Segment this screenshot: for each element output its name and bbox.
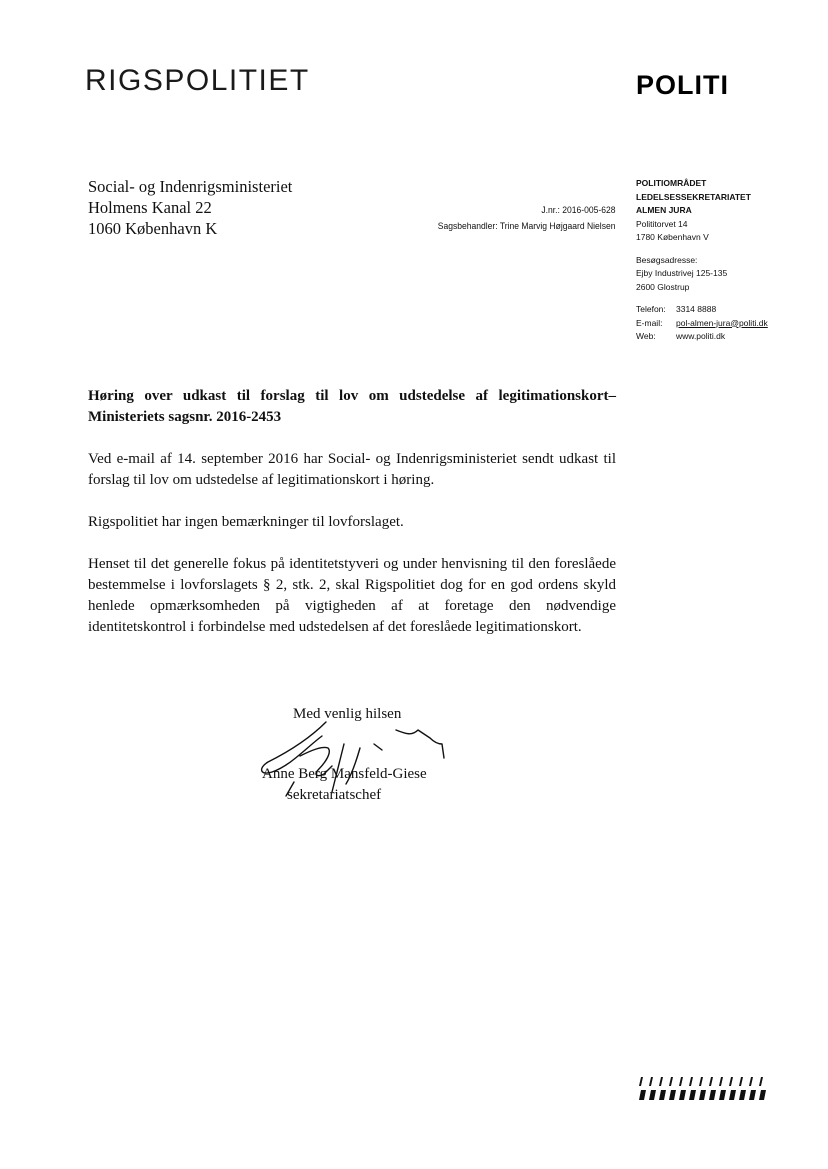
web-label: Web: [636, 331, 656, 341]
sender-info [636, 177, 768, 344]
recipient-line: Social- og Indenrigsministeriet [88, 177, 293, 196]
paragraph: Rigspolitiet har ingen bemærkninger til lovforslaget. [88, 514, 404, 530]
sender-street: Polititorvet 14 [636, 218, 688, 229]
sender-unit: ALMEN JURA [636, 205, 692, 215]
recipient-address [88, 176, 292, 239]
letter-body [88, 386, 616, 659]
signer-title: sekretariatschef [287, 787, 382, 803]
sender-city: 1780 København V [636, 232, 709, 242]
email-link[interactable]: pol-almen-jura@politi.dk [676, 317, 768, 328]
paragraph: Henset til det generelle fokus på identitetstyveri og under henvisning til den foreslåede bestemmelse i lovforslagets § 2, stk. 2, skal Rigspolitiet dog for en god ordens skyld henlede opmærksomheden på vigtigheden af at foretage den nødvendige identitetskontrol i forbindelse med udstedelsen af det foreslåede legitimationskort. [88, 556, 616, 635]
paragraph: Ved e-mail af 14. september 2016 har Social- og Indenrigsministeriet sendt udkast til forslag til lov om udstedelse af legitimationskort i høring. [88, 451, 616, 488]
case-references [437, 203, 615, 235]
phone-label: Telefon: [636, 304, 666, 314]
case-handler: Sagsbehandler: Trine Marvig Højgaard Nielsen [437, 221, 615, 232]
agency-name: RIGSPOLITIET [85, 64, 310, 97]
sender-unit: LEDELSESSEKRETARIATET [636, 191, 751, 202]
stripe-pattern-logo [638, 1076, 768, 1102]
politi-logo: POLITI [636, 70, 729, 100]
phone-row [636, 303, 768, 317]
visit-street: Ejby Industrivej 125-135 [636, 268, 728, 278]
letter-subject: Høring over udkast til forslag til lov om udstedelse af legitimationskort– Ministeriets sagsnr. 2016-2453 [88, 388, 616, 425]
web-row [636, 330, 768, 344]
recipient-line: Holmens Kanal 22 [88, 198, 212, 217]
recipient-line: 1060 København K [88, 219, 218, 238]
visit-city: 2600 Glostrup [636, 281, 690, 292]
web-link[interactable]: www.politi.dk [676, 331, 726, 341]
visit-label: Besøgsadresse: [636, 254, 698, 265]
email-row [636, 317, 768, 331]
email-label: E-mail: [636, 317, 663, 328]
signer-name: Anne Berg Mansfeld-Giese [262, 766, 427, 782]
sender-unit: POLITIOMRÅDET [636, 178, 707, 188]
closing-greeting: Med venlig hilsen [293, 706, 402, 722]
handwritten-signature [240, 700, 480, 810]
journal-number: J.nr.: 2016-005-628 [540, 205, 615, 216]
phone-value: 3314 8888 [676, 304, 717, 314]
